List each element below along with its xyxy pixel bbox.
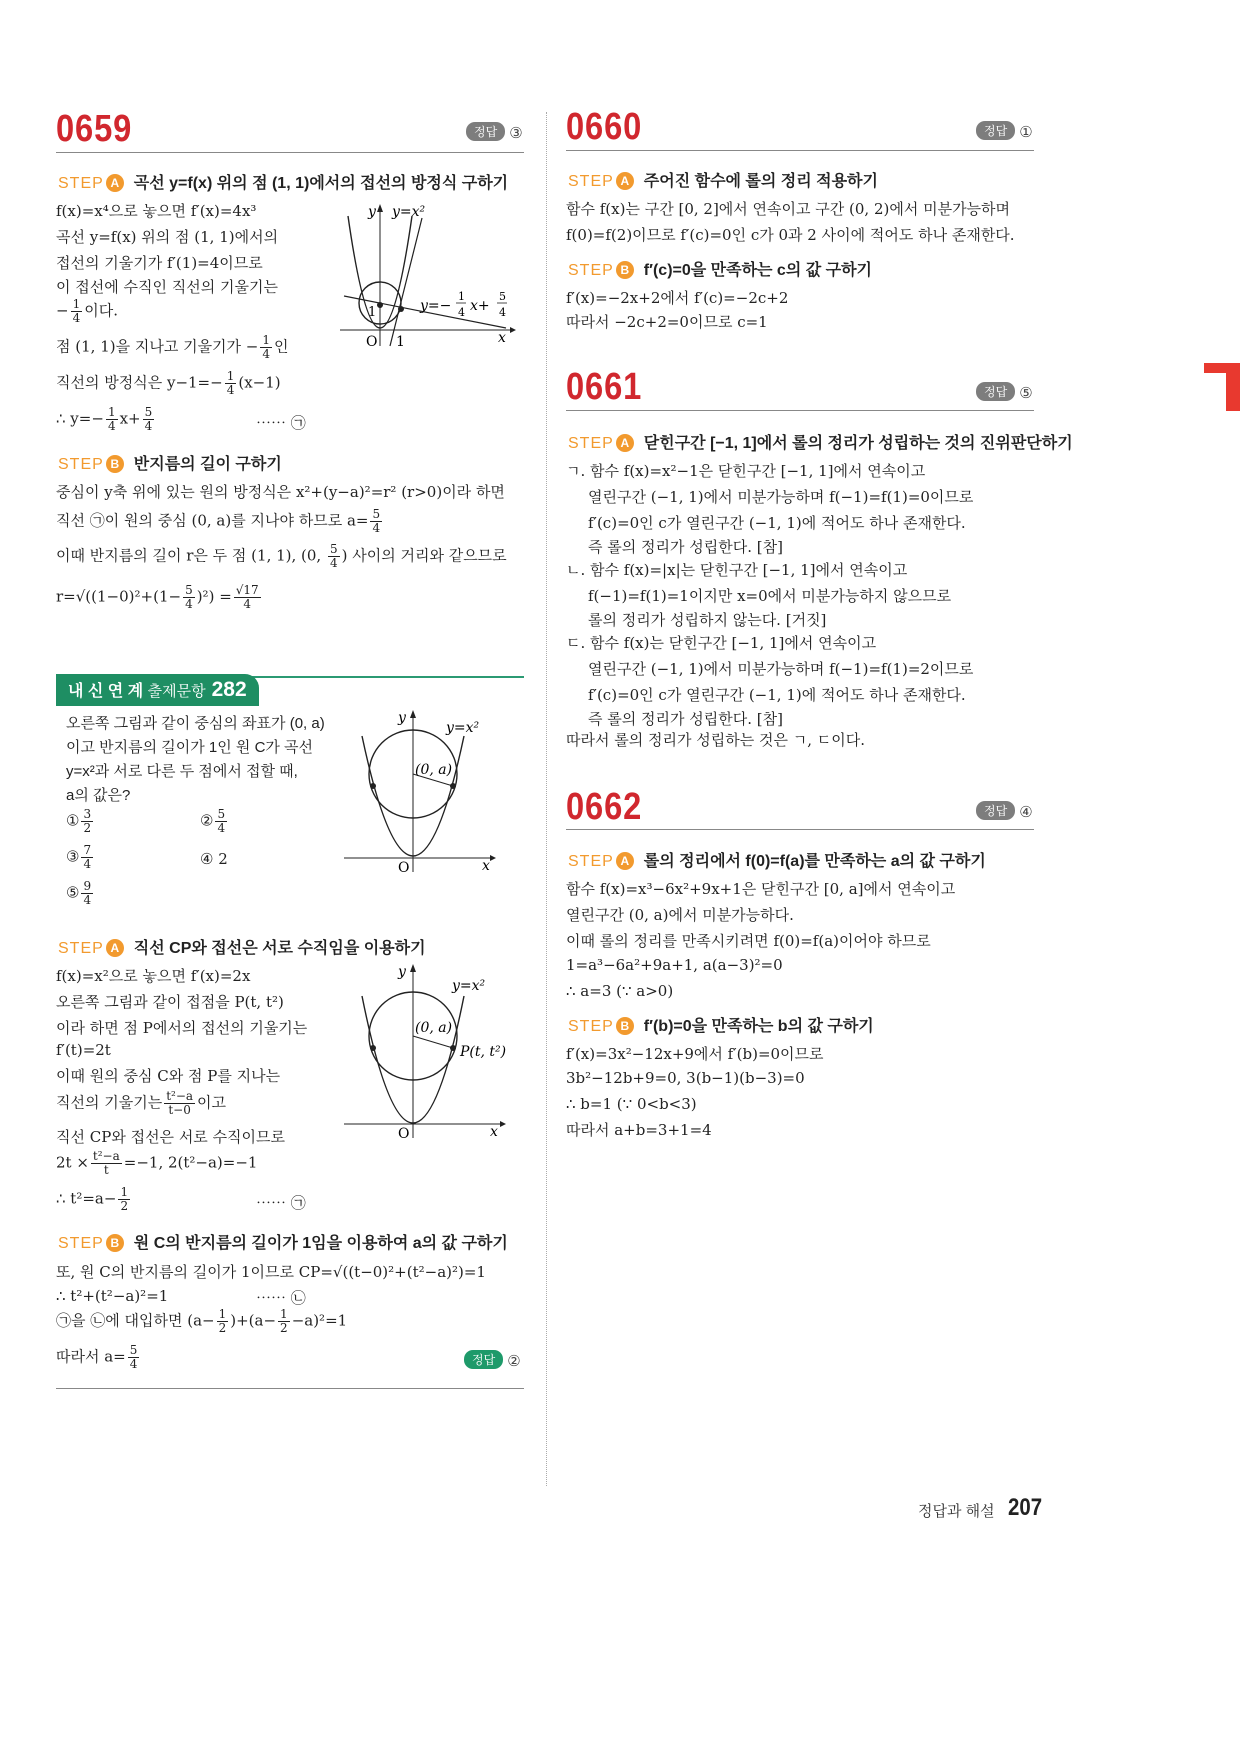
text: ㉠을 ㉡에 대입하면 (a− bbox=[56, 1311, 215, 1330]
text: ∴ t²=a− bbox=[56, 1189, 117, 1208]
denominator: 2 bbox=[218, 1321, 227, 1335]
fraction bbox=[81, 844, 93, 871]
denominator: 4 bbox=[329, 556, 338, 570]
step-a-heading bbox=[568, 848, 986, 871]
numerator: t²−a bbox=[92, 1149, 120, 1163]
text-line bbox=[56, 1308, 347, 1335]
tick-label-x: 1 bbox=[396, 334, 405, 350]
numerator: 1 bbox=[218, 1307, 227, 1321]
step-b-heading bbox=[568, 1013, 874, 1036]
text: 이다. bbox=[84, 301, 118, 320]
step-b-heading bbox=[568, 257, 872, 280]
divider bbox=[566, 410, 1034, 411]
text-line: ∴ a=3 (∵ a>0) bbox=[566, 982, 674, 1000]
text-line: 열린구간 (0, a)에서 미분가능하다. bbox=[566, 906, 794, 924]
graph-related-solution bbox=[340, 960, 524, 1144]
fraction bbox=[215, 808, 227, 835]
divider bbox=[56, 1388, 524, 1389]
choice-mark: ③ bbox=[66, 847, 80, 866]
text-line: 중심이 y축 위에 있는 원의 방정식은 x²+(y−a)²=r² (r>0)이라 하면 bbox=[56, 483, 505, 501]
fraction bbox=[128, 1344, 140, 1371]
denominator: 4 bbox=[107, 419, 116, 433]
text-line: 오른쪽 그림과 같이 접점을 P(t, t²) bbox=[56, 993, 284, 1011]
text-line: f(−1)=f(1)=1이지만 x=0에서 미분가능하지 않으므로 bbox=[588, 587, 952, 605]
text-line: ㄴ. 함수 f(x)=|x|는 닫힌구간 [−1, 1]에서 연속이고 bbox=[566, 561, 908, 579]
curve-label: y=x² bbox=[392, 204, 426, 220]
step-badge: B bbox=[106, 1234, 124, 1252]
step-badge: B bbox=[106, 455, 124, 473]
step-a-heading bbox=[568, 430, 1073, 453]
denominator: 4 bbox=[243, 597, 252, 611]
denominator: t−0 bbox=[168, 1103, 191, 1117]
divider bbox=[566, 829, 1034, 830]
step-a-heading bbox=[568, 168, 878, 191]
header-sub: 출제문항 bbox=[147, 683, 206, 700]
fraction bbox=[225, 370, 237, 397]
fraction bbox=[81, 808, 93, 835]
step-label: STEP bbox=[568, 853, 614, 870]
text-line: 함수 f(x)=x³−6x²+9x+1은 닫힌구간 [0, a]에서 연속이고 bbox=[566, 880, 956, 898]
fraction-numerator: 5 bbox=[499, 290, 506, 303]
text: 직선 ㉠이 원의 중심 (0, a)를 지나야 하므로 a= bbox=[56, 511, 369, 530]
step-title: 주어진 함수에 롤의 정리 적용하기 bbox=[643, 173, 878, 190]
denominator: t bbox=[103, 1163, 109, 1177]
step-b-heading bbox=[58, 1230, 508, 1253]
step-title: f′(c)=0을 만족하는 c의 값 구하기 bbox=[643, 262, 872, 279]
problem-number-0659: 0659 bbox=[56, 108, 133, 150]
answer-tag: 정답 bbox=[976, 382, 1015, 401]
choice-1[interactable] bbox=[66, 808, 95, 835]
step-badge: B bbox=[616, 261, 634, 279]
choice-mark: ④ bbox=[200, 850, 214, 868]
problem-number-0661: 0661 bbox=[566, 366, 643, 408]
text-line: f(x)=x²으로 놓으면 f′(x)=2x bbox=[56, 967, 251, 985]
text: =−1, 2(t²−a)=−1 bbox=[123, 1153, 258, 1172]
line-label: y=− bbox=[420, 298, 452, 314]
point-label: P(t, t²) bbox=[460, 1044, 507, 1060]
text-line bbox=[56, 370, 281, 397]
chapter-tab bbox=[1226, 363, 1240, 411]
numerator: 5 bbox=[129, 1343, 138, 1357]
choice-mark: ① bbox=[66, 811, 80, 830]
numerator: 1 bbox=[262, 333, 271, 347]
text: − bbox=[56, 301, 69, 320]
step-label: STEP bbox=[58, 175, 104, 192]
fraction bbox=[81, 880, 93, 907]
numerator: 1 bbox=[120, 1185, 129, 1199]
text: 2t × bbox=[56, 1153, 89, 1172]
text-line: f′(x)=3x²−12x+9에서 f′(b)=0이므로 bbox=[566, 1045, 824, 1063]
text-line: 따라서 −2c+2=0이므로 c=1 bbox=[566, 313, 768, 331]
text-line: f′(c)=0인 c가 열린구간 (−1, 1)에 적어도 하나 존재한다. bbox=[588, 686, 966, 704]
center-label: (0, a) bbox=[415, 762, 453, 778]
fraction bbox=[278, 1308, 290, 1335]
answer-0661 bbox=[976, 382, 1033, 402]
line-label: x+ bbox=[470, 298, 490, 314]
numerator: 7 bbox=[83, 843, 92, 857]
text-line: 직선 CP와 접선은 서로 수직이므로 bbox=[56, 1128, 286, 1146]
step-title: 롤의 정리에서 f(0)=f(a)를 만족하는 a의 값 구하기 bbox=[643, 853, 986, 870]
chapter-tab-notch bbox=[1204, 363, 1226, 373]
step-label: STEP bbox=[58, 940, 104, 957]
text-line: 즉 롤의 정리가 성립한다. [참] bbox=[588, 538, 783, 556]
text: 인 bbox=[274, 337, 289, 356]
text-line bbox=[56, 406, 156, 433]
text: x+ bbox=[119, 409, 141, 428]
text-line: 이 접선에 수직인 직선의 기울기는 bbox=[56, 278, 278, 296]
text: r=√((1−0)²+(1− bbox=[56, 587, 182, 606]
fraction bbox=[143, 406, 155, 433]
column-separator bbox=[546, 112, 547, 1486]
choice-3[interactable] bbox=[66, 844, 95, 871]
center-label: (0, a) bbox=[415, 1020, 453, 1036]
denominator: 4 bbox=[72, 311, 81, 325]
text-line bbox=[56, 1090, 226, 1117]
denominator: 4 bbox=[262, 347, 271, 361]
numerator: 5 bbox=[217, 807, 226, 821]
step-badge: A bbox=[616, 172, 634, 190]
step-label: STEP bbox=[568, 435, 614, 452]
text-line: 1=a³−6a²+9a+1, a(a−3)²=0 bbox=[566, 956, 783, 974]
denominator: 4 bbox=[185, 597, 193, 611]
text-line: 이라 하면 점 P에서의 접선의 기울기는 bbox=[56, 1019, 308, 1037]
step-badge: A bbox=[616, 852, 634, 870]
text-line: ∴ t²+(t²−a)²=1 bbox=[56, 1287, 169, 1305]
text: 점 (1, 1)을 지나고 기울기가 − bbox=[56, 337, 259, 356]
text: ) 사이의 거리와 같으므로 bbox=[341, 546, 507, 565]
text-line: ∴ b=1 (∵ 0<b<3) bbox=[566, 1095, 697, 1113]
answer-tag: 정답 bbox=[976, 801, 1015, 820]
denominator: 4 bbox=[83, 893, 92, 907]
numerator: 1 bbox=[72, 297, 81, 311]
denominator: 4 bbox=[83, 857, 92, 871]
text-line: f′(t)=2t bbox=[56, 1041, 111, 1059]
denominator: 4 bbox=[372, 521, 381, 535]
choice-mark: ⑤ bbox=[66, 883, 80, 902]
text-line: 또, 원 C의 반지름의 길이가 1이므로 CP=√((t−0)²+(t²−a)²)=1 bbox=[56, 1263, 486, 1281]
question-line: y=x²과 서로 다른 두 점에서 접할 때, bbox=[66, 763, 298, 780]
text-line bbox=[56, 334, 289, 361]
answer-value: ③ bbox=[509, 125, 523, 142]
text-line: ㄷ. 함수 f(x)는 닫힌구간 [−1, 1]에서 연속이고 bbox=[566, 634, 877, 652]
fraction-numerator: 1 bbox=[458, 290, 465, 303]
numerator: 3 bbox=[83, 807, 92, 821]
tick-label-y: 1 bbox=[368, 305, 377, 320]
fraction bbox=[260, 334, 272, 361]
numerator: 1 bbox=[280, 1307, 288, 1321]
text-line bbox=[56, 1186, 132, 1213]
denominator: 4 bbox=[129, 1357, 138, 1371]
step-label: STEP bbox=[58, 456, 104, 473]
text: 이고 bbox=[197, 1093, 227, 1112]
axis-label-y: y bbox=[398, 964, 406, 980]
choice-5[interactable] bbox=[66, 880, 95, 907]
choice-mark: ② bbox=[200, 811, 214, 830]
step-title: 직선 CP와 접선은 서로 수직임을 이용하기 bbox=[133, 940, 426, 957]
equation-tag: ⋯⋯ ㉠ bbox=[256, 414, 306, 432]
text-line: 열린구간 (−1, 1)에서 미분가능하며 f(−1)=f(1)=0이므로 bbox=[588, 488, 974, 506]
fraction bbox=[217, 1308, 229, 1335]
axis-label-y: y bbox=[398, 710, 406, 726]
text: (x−1) bbox=[238, 373, 281, 392]
text: )²) = bbox=[196, 587, 232, 606]
step-badge: A bbox=[106, 174, 124, 192]
answer-tag: 정답 bbox=[976, 121, 1015, 140]
text-line: f(x)=x⁴으로 놓으면 f′(x)=4x³ bbox=[56, 202, 257, 220]
axis-label-x: x bbox=[490, 1124, 498, 1140]
answer-tag: 정답 bbox=[466, 122, 505, 141]
fraction bbox=[164, 1090, 195, 1117]
numerator: 5 bbox=[372, 507, 381, 521]
text-line bbox=[56, 543, 507, 570]
choice-value: 2 bbox=[218, 850, 228, 868]
origin-label: O bbox=[398, 1126, 410, 1142]
denominator: 2 bbox=[83, 821, 92, 835]
text-line bbox=[56, 1344, 141, 1371]
text-line: 롤의 정리가 성립하지 않는다. [거짓] bbox=[588, 611, 827, 629]
equation-tag: ⋯⋯ ㉠ bbox=[256, 1194, 306, 1212]
question-line: 오른쪽 그림과 같이 중심의 좌표가 (0, a) bbox=[66, 715, 325, 732]
answer-value: ⑤ bbox=[1019, 385, 1033, 402]
step-label: STEP bbox=[568, 1018, 614, 1035]
origin-label: O bbox=[398, 860, 410, 876]
text-line bbox=[56, 1150, 257, 1177]
step-badge: A bbox=[106, 939, 124, 957]
fraction bbox=[183, 584, 195, 611]
answer-0660 bbox=[976, 121, 1033, 141]
numerator: √17 bbox=[235, 583, 259, 597]
text: )+(a− bbox=[230, 1311, 277, 1330]
fraction-denominator: 4 bbox=[499, 306, 506, 319]
axis-label-y: y bbox=[368, 204, 376, 220]
numerator: t²−a bbox=[166, 1089, 194, 1103]
problem-number-0660: 0660 bbox=[566, 106, 643, 148]
curve-label: y=x² bbox=[446, 720, 480, 736]
page-number: 207 bbox=[1008, 1494, 1043, 1521]
text-line: 함수 f(x)는 구간 [0, 2]에서 연속이고 구간 (0, 2)에서 미분가능하며 bbox=[566, 200, 1011, 218]
axis-label-x: x bbox=[482, 858, 490, 874]
question-line: a의 값은? bbox=[66, 787, 131, 804]
header-label: 내 신 연 계 bbox=[68, 683, 144, 700]
problem-number-0662: 0662 bbox=[566, 786, 643, 828]
text-line: 즉 롤의 정리가 성립한다. [참] bbox=[588, 710, 783, 728]
step-label: STEP bbox=[568, 173, 614, 190]
text: 이때 반지름의 길이 r은 두 점 (1, 1), (0, bbox=[56, 546, 326, 565]
numerator: 5 bbox=[144, 405, 153, 419]
fraction bbox=[234, 584, 261, 611]
denominator: 2 bbox=[280, 1321, 288, 1335]
fraction-denominator: 4 bbox=[458, 306, 465, 319]
text-line: f′(c)=0인 c가 열린구간 (−1, 1)에 적어도 하나 존재한다. bbox=[588, 514, 966, 532]
answer-related bbox=[464, 1350, 521, 1370]
text-line: 이때 롤의 정리를 만족시키려면 f(0)=f(a)이어야 하므로 bbox=[566, 932, 931, 950]
text-line: 따라서 롤의 정리가 성립하는 것은 ㄱ, ㄷ이다. bbox=[566, 731, 865, 749]
fraction bbox=[328, 543, 340, 570]
step-label: STEP bbox=[58, 1235, 104, 1252]
denominator: 4 bbox=[144, 419, 153, 433]
denominator: 2 bbox=[120, 1199, 129, 1213]
footer-label: 정답과 해설 bbox=[918, 1503, 995, 1520]
text-line: 이때 원의 중심 C와 점 P를 지나는 bbox=[56, 1067, 281, 1085]
numerator: 5 bbox=[185, 583, 193, 597]
fraction bbox=[106, 406, 118, 433]
text-line: 접선의 기울기가 f′(1)=4이므로 bbox=[56, 254, 263, 272]
graph-0659 bbox=[330, 196, 526, 352]
text-line: 3b²−12b+9=0, 3(b−1)(b−3)=0 bbox=[566, 1069, 805, 1087]
step-title: 닫힌구간 [−1, 1]에서 롤의 정리가 성립하는 것의 진위판단하기 bbox=[643, 435, 1073, 452]
numerator: 9 bbox=[83, 879, 92, 893]
text-line: f′(x)=−2x+2에서 f′(c)=−2c+2 bbox=[566, 289, 789, 307]
step-label: STEP bbox=[568, 262, 614, 279]
answer-0659 bbox=[466, 122, 523, 142]
denominator: 4 bbox=[226, 383, 235, 397]
divider bbox=[56, 152, 524, 153]
text-line: ㄱ. 함수 f(x)=x²−1은 닫힌구간 [−1, 1]에서 연속이고 bbox=[566, 462, 926, 480]
text-line bbox=[56, 508, 384, 535]
fraction bbox=[118, 1186, 130, 1213]
step-title: 곡선 y=f(x) 위의 점 (1, 1)에서의 접선의 방정식 구하기 bbox=[133, 175, 509, 192]
answer-value: ① bbox=[1019, 124, 1033, 141]
fraction bbox=[91, 1150, 122, 1177]
fraction bbox=[370, 508, 382, 535]
graph-related-question bbox=[340, 706, 512, 878]
answer-value: ② bbox=[507, 1353, 521, 1370]
text-line bbox=[56, 584, 263, 611]
step-a-heading bbox=[58, 935, 426, 958]
text: 따라서 a= bbox=[56, 1347, 126, 1366]
numerator: 1 bbox=[226, 369, 235, 383]
axis-label-x: x bbox=[498, 330, 506, 346]
step-title: 반지름의 길이 구하기 bbox=[133, 456, 282, 473]
denominator: 4 bbox=[217, 821, 226, 835]
question-line: 이고 반지름의 길이가 1인 원 C가 곡선 bbox=[66, 739, 314, 756]
text-line: f(0)=f(2)이므로 f′(c)=0인 c가 0과 2 사이에 적어도 하나 존재한다. bbox=[566, 226, 1015, 244]
step-b-heading bbox=[58, 451, 282, 474]
answer-tag: 정답 bbox=[464, 1350, 503, 1369]
text-line: 열린구간 (−1, 1)에서 미분가능하며 f(−1)=f(1)=2이므로 bbox=[588, 660, 974, 678]
step-title: f′(b)=0을 만족하는 b의 값 구하기 bbox=[643, 1018, 874, 1035]
text: −a)²=1 bbox=[291, 1311, 348, 1330]
origin-label: O bbox=[366, 334, 378, 350]
text-line: 곡선 y=f(x) 위의 점 (1, 1)에서의 bbox=[56, 228, 279, 246]
numerator: 5 bbox=[329, 542, 338, 556]
curve-label: y=x² bbox=[452, 978, 486, 994]
equation-tag: ⋯⋯ ㉡ bbox=[256, 1289, 306, 1307]
numerator: 1 bbox=[107, 405, 116, 419]
text-line bbox=[56, 298, 118, 325]
answer-value: ④ bbox=[1019, 804, 1033, 821]
text: 직선의 방정식은 y−1=− bbox=[56, 373, 223, 392]
related-problem-header bbox=[56, 674, 259, 706]
divider bbox=[566, 150, 1034, 151]
text: 직선의 기울기는 bbox=[56, 1093, 163, 1112]
step-a-heading bbox=[58, 170, 508, 193]
text-line: 따라서 a+b=3+1=4 bbox=[566, 1121, 712, 1139]
choice-2[interactable] bbox=[200, 808, 229, 835]
step-badge: A bbox=[616, 434, 634, 452]
step-badge: B bbox=[616, 1017, 634, 1035]
choice-4[interactable] bbox=[200, 850, 228, 868]
answer-0662 bbox=[976, 801, 1033, 821]
step-title: 원 C의 반지름의 길이가 1임을 이용하여 a의 값 구하기 bbox=[133, 1235, 508, 1252]
text: ∴ y=− bbox=[56, 409, 104, 428]
header-number: 282 bbox=[211, 678, 247, 701]
fraction bbox=[71, 298, 83, 325]
